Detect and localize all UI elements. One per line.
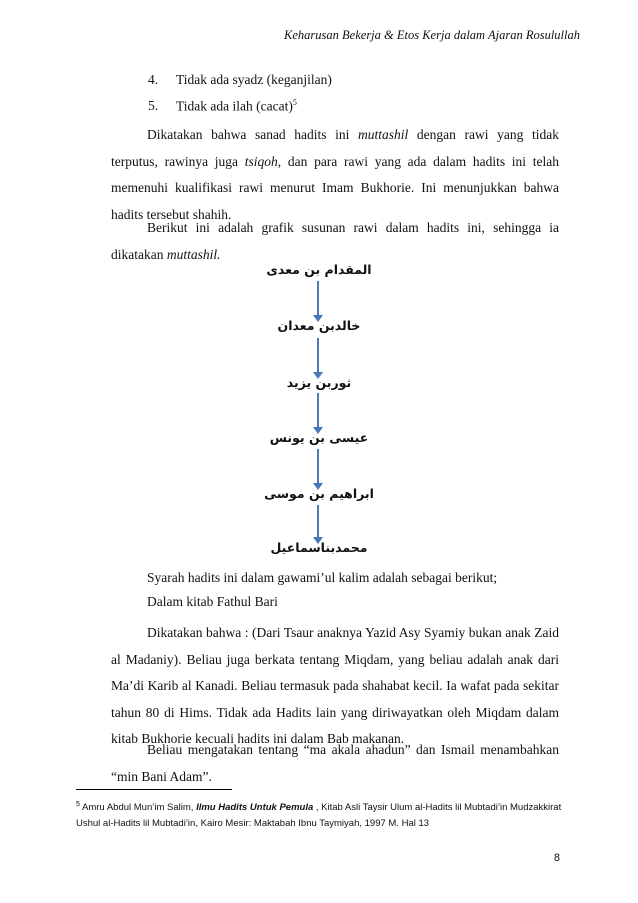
running-header: Keharusan Bekerja & Etos Kerja dalam Ajaran Rosulullah [284,28,580,42]
paragraph-sanad [111,122,559,228]
down-arrow [317,393,319,428]
footnote-text: Amru Abdul Mun’im Salim, [79,802,197,814]
list-text: Tidak ada syadz (keganjilan) [176,72,332,87]
term-tsiqoh: tsiqoh [244,153,278,169]
text-run: , dan para rawi yang ada dalam hadits ini telah memenuhi kualifikasi rawi menurut Imam Bukhorie. Ini menunjukkan bahwa hadits tersebut shahih. [111,153,560,222]
syarah-line: Syarah hadits ini dalam gawami’ul kalim adalah sebagai berikut; [147,570,498,585]
list-number: 5. [148,98,159,113]
down-arrow [317,449,319,484]
footnote-book-title: Ilmu Hadits Untuk Pemula [196,802,314,814]
footnote-number: 5 [76,801,80,808]
down-arrow [317,338,319,373]
down-arrow [317,281,319,316]
rawi-name: ابراهيم بن موسى [264,486,374,501]
list-text-body: Tidak ada ilah (cacat) [176,98,293,114]
footnote-ref: 5 [292,98,297,107]
page-number: 8 [553,852,560,864]
term-muttashil: muttashil. [166,246,221,262]
rawi-name: خالدبن معدان [277,318,361,333]
list-text [176,98,297,115]
kitab-line: Dalam kitab Fathul Bari [147,594,278,609]
rawi-name: محمدبناسماعيل [270,540,368,555]
footnote-separator [76,789,232,790]
rawi-name: المقدام بن معدى [266,262,372,277]
rawi-name: عيسى بن يونس [269,430,369,445]
footnote [76,797,566,832]
footnote-text: , Kitab Asli Taysir Ulum al-Hadits lil Mubtadi’in Mudzakkirat Ushul al-Hadits lil Mubtadi’in, Kairo Mesir: Maktabah Ibnu Taymiyah, 1997 M. Hal 13 [76,802,562,830]
paragraph-keterangan: Dikatakan bahwa : (Dari Tsaur anaknya Yazid Asy Syamiy bukan anak Zaid al Madaniy). Beliau juga berkata tentang Miqdam, yang beliau adalah anak dari Ma’di Karib al Kanadi. Beliau termasuk pada shahabat kecil. Ia wafat pada sekitar tahun 80 di Hims. Tidak ada Hadits lain yang diriwayatkan oleh Miqdam dalam kitab Bukhorie kecuali hadits ini dalam Bab makanan. [111,625,559,746]
text-run: Dikatakan bahwa sanad hadits ini [147,127,359,142]
paragraph-tambahan: Beliau mengatakan tentang “ma akala ahadun” dan Ismail menambahkan “min Bani Adam”. [111,742,559,784]
term-muttashil: muttashil [358,127,409,142]
text-run: Berikut ini adalah grafik susunan rawi dalam hadits ini, sehingga ia dikatakan [111,220,559,262]
text-run: dengan rawi yang tidak terputus, rawinya juga [111,127,559,169]
list-number: 4. [148,72,159,87]
rawi-name: ثوربن يزيد [286,375,352,390]
down-arrow [317,505,319,538]
paragraph-grafik [111,215,559,268]
